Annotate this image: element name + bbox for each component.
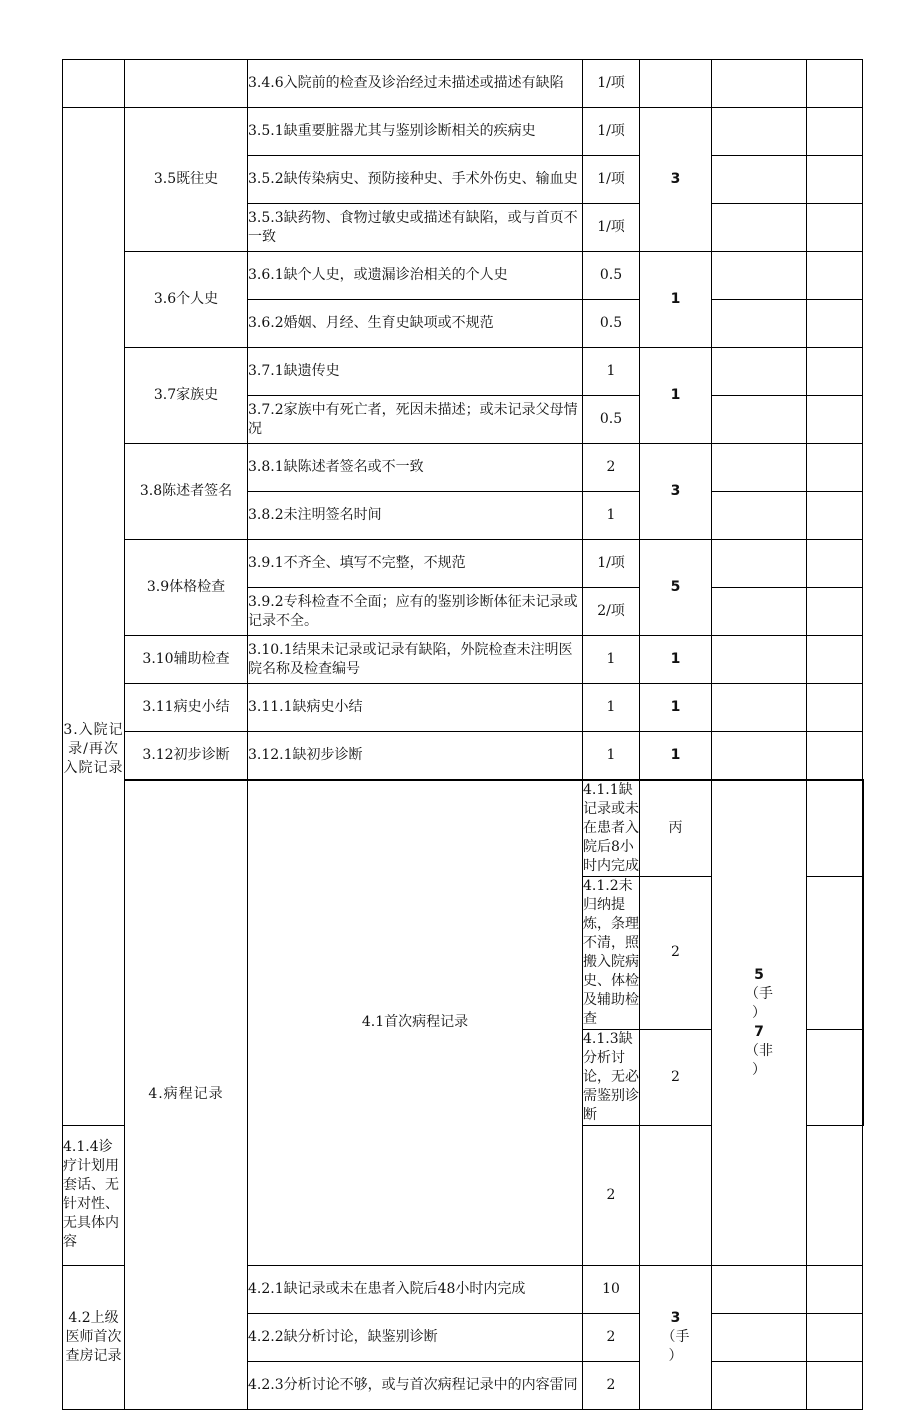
item-points: 2 <box>583 1361 640 1409</box>
item-text: 3.7.2家族中有死亡者，死因未描述；或未记录父母情况 <box>248 396 583 444</box>
table-row <box>63 636 864 684</box>
item-text: 4.1.1缺记录或未在患者入院后8小时内完成 <box>583 780 640 877</box>
blank-cell <box>863 876 864 1029</box>
blank-cell <box>807 588 863 636</box>
item-points: 1 <box>583 492 640 540</box>
item-text: 3.6.1缺个人史，或遗漏诊治相关的个人史 <box>248 252 583 300</box>
blank-cell <box>807 1029 863 1125</box>
item-points: 1 <box>583 684 640 732</box>
table-row <box>63 444 864 492</box>
subtotal-3-11: 1 <box>640 684 712 732</box>
item-text: 4.1.2未归纳提炼，条理不清，照搬入院病史、体检及辅助检查 <box>583 876 640 1029</box>
blank-cell <box>712 492 807 540</box>
blank-cell <box>712 156 807 204</box>
subtotal-line: 5 <box>754 966 764 983</box>
item-text: 3.6.2婚姻、月经、生育史缺项或不规范 <box>248 300 583 348</box>
blank-cell <box>807 876 863 1029</box>
item-text: 4.2.1缺记录或未在患者入院后48小时内完成 <box>248 1265 583 1313</box>
item-points: 1/项 <box>583 540 640 588</box>
blank-cell <box>807 444 863 492</box>
item-text: 3.10.1结果未记录或记录有缺陷，外院检查未注明医院名称及检查编号 <box>248 636 583 684</box>
table-row <box>63 348 864 396</box>
item-points: 0.5 <box>583 396 640 444</box>
table-row <box>63 540 864 588</box>
blank-cell <box>807 636 863 684</box>
blank-cell <box>712 348 807 396</box>
blank-cell <box>807 1361 863 1409</box>
item-points: 1/项 <box>583 204 640 252</box>
subtotal-line: （手 <box>745 985 773 1002</box>
subcategory-3-6: 3.6个人史 <box>125 252 248 348</box>
subtotal-line: 7 <box>754 1023 764 1040</box>
item-text: 3.5.2缺传染病史、预防接种史、手术外伤史、输血史 <box>248 156 583 204</box>
item-text: 3.7.1缺遗传史 <box>248 348 583 396</box>
item-points: 2 <box>640 1029 712 1125</box>
blank-cell <box>712 636 807 684</box>
subtotal-3-10: 1 <box>640 636 712 684</box>
item-points: 2 <box>583 1125 640 1265</box>
item-points: 1 <box>583 732 640 780</box>
subtotal-3-12: 1 <box>640 732 712 780</box>
subcategory-4-2: 4.2上级医师首次查房记录 <box>63 1265 125 1409</box>
item-text: 3.4.6入院前的检查及诊治经过未描述或描述有缺陷 <box>248 60 583 108</box>
blank-cell <box>712 1361 807 1409</box>
item-points: 2/项 <box>583 588 640 636</box>
blank-cell <box>712 396 807 444</box>
item-points: 0.5 <box>583 252 640 300</box>
blank-cell <box>807 1125 863 1265</box>
item-text: 3.8.1缺陈述者签名或不一致 <box>248 444 583 492</box>
item-text: 4.2.3分析讨论不够，或与首次病程记录中的内容雷同 <box>248 1361 583 1409</box>
subtotal-3-9: 5 <box>640 540 712 636</box>
subcategory-cell <box>125 60 248 108</box>
blank-cell <box>712 1265 807 1313</box>
subtotal-3-6: 1 <box>640 252 712 348</box>
item-text: 3.8.2未注明签名时间 <box>248 492 583 540</box>
table-row <box>63 780 864 877</box>
subtotal-3-5: 3 <box>640 108 712 252</box>
table-row <box>63 252 864 300</box>
subtotal-4-1 <box>712 780 807 1266</box>
subtotal-3-7: 1 <box>640 348 712 444</box>
blank-cell <box>712 300 807 348</box>
subtotal-line: 3 <box>670 1309 681 1326</box>
item-text: 3.12.1缺初步诊断 <box>248 732 583 780</box>
item-points: 2 <box>640 876 712 1029</box>
subtotal-line: （手 <box>661 1328 690 1345</box>
blank-cell <box>807 780 863 877</box>
blank-cell <box>640 1125 712 1265</box>
blank-cell <box>807 348 863 396</box>
subtotal-line: （非 <box>745 1042 773 1059</box>
blank-cell <box>712 588 807 636</box>
blank-cell <box>807 204 863 252</box>
blank-cell <box>807 252 863 300</box>
blank-cell <box>807 1313 863 1361</box>
item-points: 0.5 <box>583 300 640 348</box>
item-text: 3.9.1不齐全、填写不完整，不规范 <box>248 540 583 588</box>
item-text: 3.5.3缺药物、食物过敏史或描述有缺陷，或与首页不一致 <box>248 204 583 252</box>
item-points: 1 <box>583 348 640 396</box>
table-row <box>63 60 864 108</box>
blank-cell <box>712 108 807 156</box>
item-points: 1/项 <box>583 108 640 156</box>
blank-cell <box>712 540 807 588</box>
item-text: 3.11.1缺病史小结 <box>248 684 583 732</box>
item-points: 2 <box>583 444 640 492</box>
blank-cell <box>807 60 863 108</box>
total-cell <box>640 60 712 108</box>
subcategory-3-11: 3.11病史小结 <box>125 684 248 732</box>
subtotal-3-8: 3 <box>640 444 712 540</box>
blank-cell <box>807 300 863 348</box>
blank-cell <box>863 780 864 877</box>
blank-cell <box>712 204 807 252</box>
blank-cell <box>807 540 863 588</box>
item-points: 丙 <box>640 780 712 877</box>
category-4: 4.病程记录 <box>125 780 248 1410</box>
item-text: 4.2.2缺分析讨论，缺鉴别诊断 <box>248 1313 583 1361</box>
subcategory-4-1: 4.1首次病程记录 <box>248 780 583 1266</box>
scoring-table <box>62 59 864 1410</box>
blank-cell <box>807 108 863 156</box>
subcategory-3-5: 3.5既往史 <box>125 108 248 252</box>
blank-cell <box>863 1029 864 1125</box>
blank-cell <box>807 1265 863 1313</box>
subtotal-line: ） <box>668 1347 683 1364</box>
blank-cell <box>807 684 863 732</box>
subtotal-line: ） <box>752 1061 766 1078</box>
blank-cell <box>712 1313 807 1361</box>
blank-cell <box>807 156 863 204</box>
item-points: 1/项 <box>583 156 640 204</box>
item-text: 4.1.4诊疗计划用套话、无针对性、无具体内容 <box>63 1125 125 1265</box>
item-text: 3.9.2专科检查不全面；应有的鉴别诊断体征未记录或记录不全。 <box>248 588 583 636</box>
subcategory-3-9: 3.9体格检查 <box>125 540 248 636</box>
table-row <box>63 108 864 156</box>
subcategory-3-7: 3.7家族史 <box>125 348 248 444</box>
item-points: 10 <box>583 1265 640 1313</box>
blank-cell <box>807 396 863 444</box>
blank-cell <box>712 684 807 732</box>
item-points: 2 <box>583 1313 640 1361</box>
category-3: 3.入院记录/再次入院记录 <box>63 108 125 1126</box>
item-points: 1 <box>583 636 640 684</box>
table-row <box>63 684 864 732</box>
blank-cell <box>712 252 807 300</box>
blank-cell <box>807 732 863 780</box>
subtotal-line: ） <box>752 1004 766 1021</box>
blank-cell <box>712 444 807 492</box>
subcategory-3-10: 3.10辅助检查 <box>125 636 248 684</box>
table-row <box>63 732 864 780</box>
subtotal-4-2 <box>640 1265 712 1409</box>
blank-cell <box>712 60 807 108</box>
item-points: 1/项 <box>583 60 640 108</box>
item-text: 4.1.3缺分析讨论，无必需鉴别诊断 <box>583 1029 640 1125</box>
subcategory-3-12: 3.12初步诊断 <box>125 732 248 780</box>
item-text: 3.5.1缺重要脏器尤其与鉴别诊断相关的疾病史 <box>248 108 583 156</box>
blank-cell <box>712 732 807 780</box>
subcategory-3-8: 3.8陈述者签名 <box>125 444 248 540</box>
category-cell <box>63 60 125 108</box>
blank-cell <box>807 492 863 540</box>
